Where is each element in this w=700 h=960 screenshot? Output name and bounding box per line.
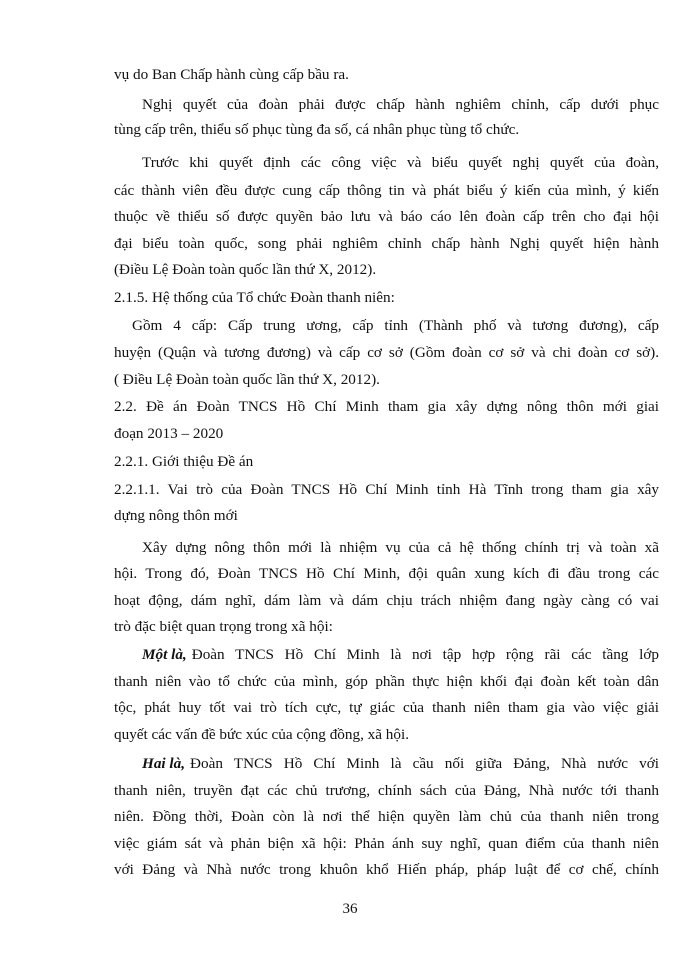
section-heading: 2.2. Đề án Đoàn TNCS Hồ Chí Minh tham gia xây dựng nông thôn mới giai: [114, 398, 659, 415]
paragraph-first-line: [142, 645, 659, 665]
section-heading: 2.2.1. Giới thiệu Đề án: [114, 453, 254, 470]
text-line: hội. Trong đó, Đoàn TNCS Hồ Chí Minh, đội quân xung kích đi đầu trong các: [114, 565, 659, 582]
lead-phrase-first: Một là,: [142, 646, 187, 663]
text-line: đại biểu toàn quốc, song phải nghiêm chỉnh chấp hành Nghị quyết hiện hành: [114, 235, 659, 252]
section-heading: 2.1.5. Hệ thống của Tổ chức Đoàn thanh niên:: [114, 289, 395, 306]
lead-phrase-second: Hai là,: [142, 755, 186, 772]
text-line: với Đảng và Nhà nước trong khuôn khổ Hiến pháp, pháp luật để cơ chế, chính: [114, 861, 659, 878]
text-line: ( Điều Lệ Đoàn toàn quốc lần thứ X, 2012).: [114, 371, 380, 388]
text-line: tùng cấp trên, thiểu số phục tùng đa số, cá nhân phục tùng tổ chức.: [114, 121, 520, 138]
text-line: hoạt động, dám nghĩ, dám làm và dám chịu trách nhiệm đang ngày càng có vai: [114, 592, 659, 609]
section-heading: dựng nông thôn mới: [114, 507, 238, 524]
text-line: Trước khi quyết định các công việc và biểu quyết nghị quyết của đoàn,: [142, 154, 659, 171]
text-line: Xây dựng nông thôn mới là nhiệm vụ của cả hệ thống chính trị và toàn xã: [142, 539, 659, 556]
text-line: thuộc về thiểu số được quyền bảo lưu và báo cáo lên đoàn cấp trên cho đại hội: [114, 208, 659, 225]
text-line: Đoàn TNCS Hồ Chí Minh là nơi tập hợp rộng rãi các tầng lớp: [191, 646, 659, 663]
text-line: việc giám sát và phản biện xã hội: Phản ánh suy nghĩ, quan điểm của thanh niên: [114, 835, 659, 852]
text-line: vụ do Ban Chấp hành cùng cấp bầu ra.: [114, 66, 349, 83]
text-line: thanh niên, truyền đạt các chủ trương, chính sách của Đảng, Nhà nước tới thanh: [114, 782, 659, 799]
text-line: Đoàn TNCS Hồ Chí Minh là cầu nối giữa Đảng, Nhà nước với: [190, 755, 659, 772]
paragraph-first-line: [142, 754, 659, 774]
text-line: huyện (Quận và tương đương) và cấp cơ sở (Gồm đoàn cơ sở và chi đoàn cơ sở).: [114, 344, 659, 361]
text-line: Gồm 4 cấp: Cấp trung ương, cấp tỉnh (Thành phố và tương đương), cấp: [132, 317, 659, 334]
text-line: thanh niên vào tổ chức của mình, góp phần thực hiện khối đại đoàn kết toàn dân: [114, 673, 659, 690]
section-heading: đoạn 2013 – 2020: [114, 425, 224, 442]
text-line: niên. Đồng thời, Đoàn còn là nơi thể hiện quyền làm chủ của thanh niên trong: [114, 808, 659, 825]
text-line: Nghị quyết của đoàn phải được chấp hành nghiêm chỉnh, cấp dưới phục: [142, 96, 659, 113]
text-line: trò đặc biệt quan trọng trong xã hội:: [114, 618, 333, 635]
text-line: các thành viên đều được cung cấp thông tin và phát biểu ý kiến của mình, ý kiến: [114, 182, 659, 199]
text-line: quyết các vấn đề bức xúc của cộng đồng, xã hội.: [114, 726, 409, 743]
section-heading: 2.2.1.1. Vai trò của Đoàn TNCS Hồ Chí Minh tỉnh Hà Tĩnh trong tham gia xây: [114, 481, 659, 498]
page-number: 36: [342, 901, 358, 917]
text-line: tộc, phát huy tốt vai trò tích cực, tự giác của thanh niên tham gia vào việc giải: [114, 699, 659, 716]
text-line: (Điều Lệ Đoàn toàn quốc lần thứ X, 2012).: [114, 261, 377, 278]
